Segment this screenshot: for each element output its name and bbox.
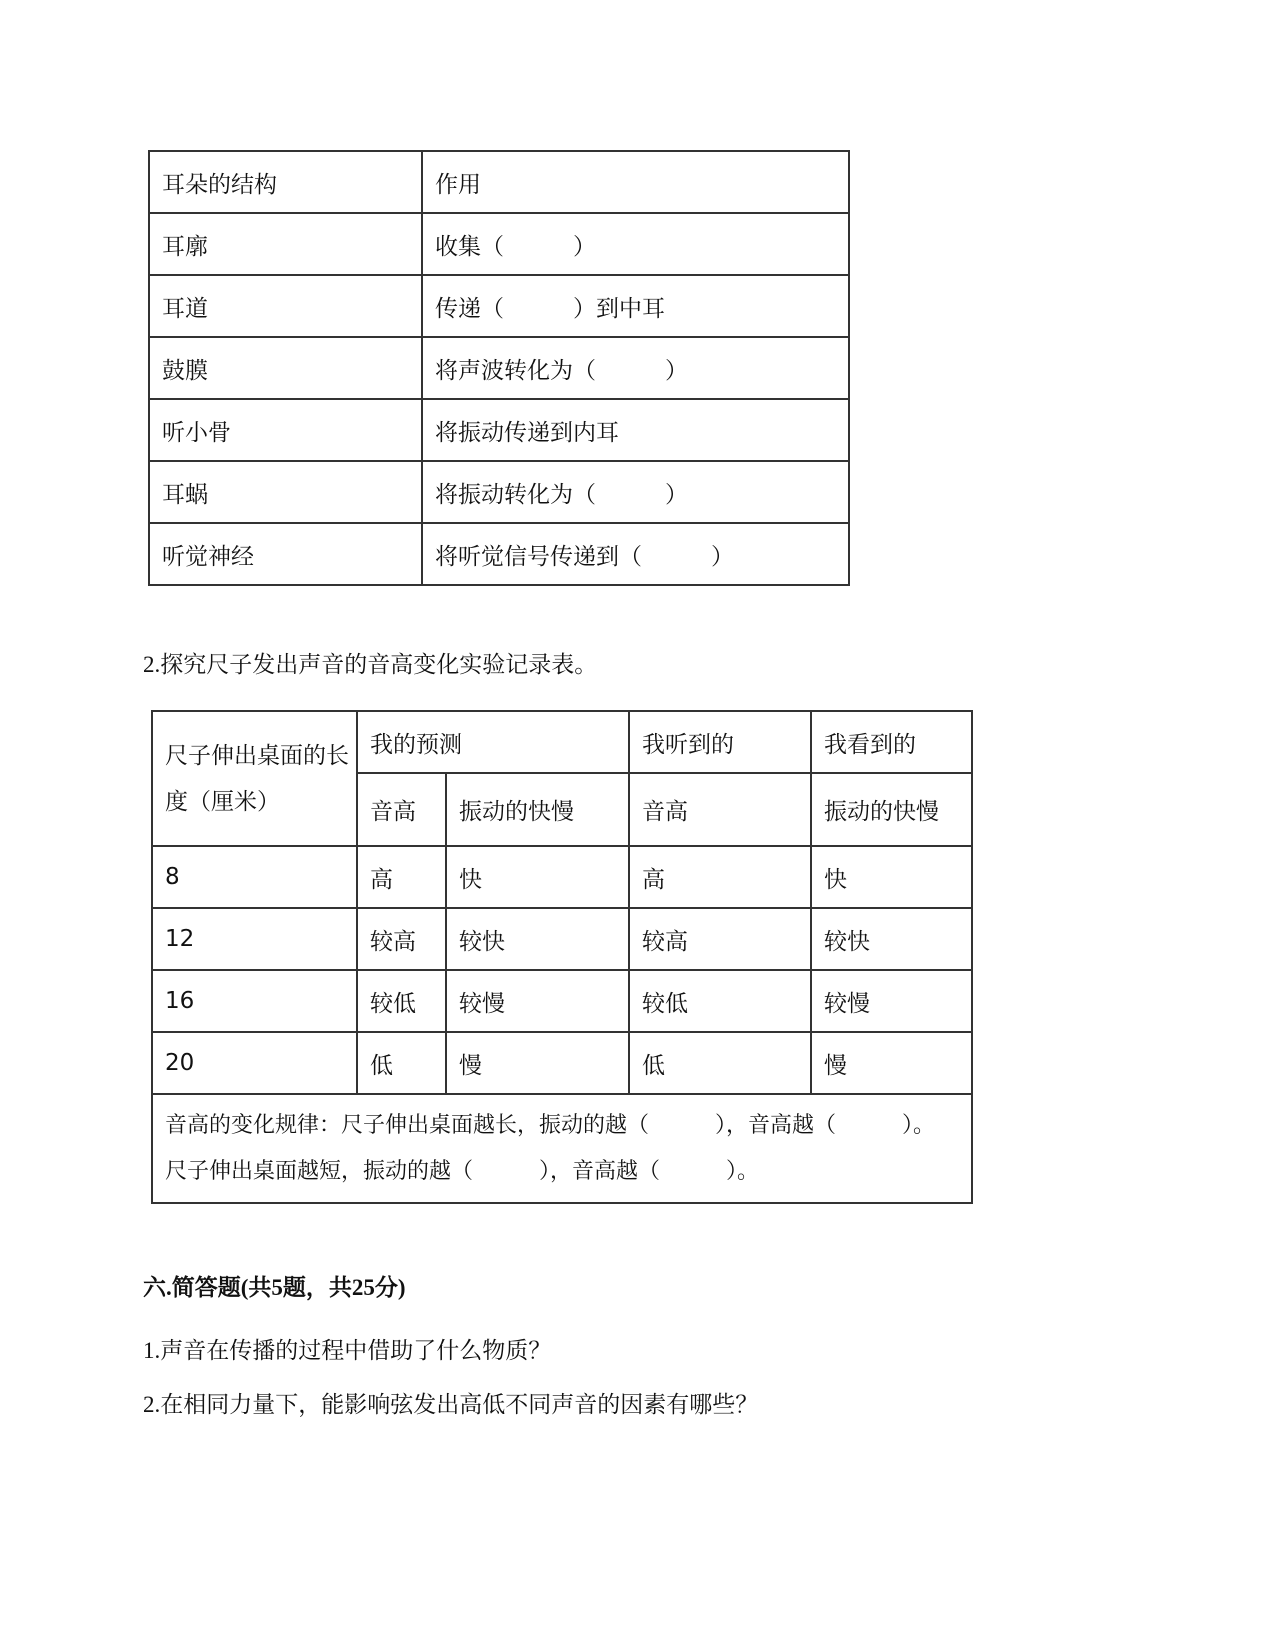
table-footer-row [152, 1094, 972, 1203]
question-2-title: 2.探究尺子发出声音的音高变化实验记录表。 [143, 652, 598, 677]
table-cell: 听小骨 [149, 399, 422, 461]
footer-line-2: 尺子伸出桌面越短，振动的越（ ），音高越（ ）。 [165, 1158, 760, 1184]
table-row [152, 1032, 972, 1094]
table-row [149, 399, 849, 461]
table-cell: 鼓膜 [149, 337, 422, 399]
table-row [149, 213, 849, 275]
footer-cell [152, 1094, 972, 1203]
table-cell: 12 [152, 908, 357, 970]
table-cell: 低 [357, 1032, 446, 1094]
subheader-cell: 音高 [629, 773, 811, 846]
table-cell: 高 [357, 846, 446, 908]
table-cell: 慢 [811, 1032, 972, 1094]
table-cell: 8 [152, 846, 357, 908]
table-cell: 低 [629, 1032, 811, 1094]
table-cell: 较快 [811, 908, 972, 970]
subheader-cell: 振动的快慢 [446, 773, 629, 846]
table-row [152, 846, 972, 908]
table-cell: 高 [629, 846, 811, 908]
corner-header-cell: 尺子伸出桌面的长度（厘米） [152, 711, 357, 846]
table-cell: 快 [446, 846, 629, 908]
table-cell: 较慢 [446, 970, 629, 1032]
table-row [149, 275, 849, 337]
group-header-cell: 我听到的 [629, 711, 811, 773]
table-cell: 较高 [629, 908, 811, 970]
table-cell: 20 [152, 1032, 357, 1094]
table-header-row [152, 711, 972, 773]
group-header-cell: 我看到的 [811, 711, 972, 773]
table-row [149, 523, 849, 585]
table-cell: 较慢 [811, 970, 972, 1032]
table-cell: 听觉神经 [149, 523, 422, 585]
table-row [149, 337, 849, 399]
table-cell: 耳蜗 [149, 461, 422, 523]
table-cell: 快 [811, 846, 972, 908]
header-cell: 作用 [422, 151, 849, 213]
table-cell: 将振动转化为（ ） [422, 461, 849, 523]
table-row [149, 461, 849, 523]
table-cell: 较低 [357, 970, 446, 1032]
table-cell: 16 [152, 970, 357, 1032]
subheader-cell: 振动的快慢 [811, 773, 972, 846]
ear-structure-table [148, 150, 850, 586]
table-cell: 较高 [357, 908, 446, 970]
question-1: 1.声音在传播的过程中借助了什么物质？ [143, 1338, 552, 1363]
table-cell: 传递（ ）到中耳 [422, 275, 849, 337]
table-cell: 将声波转化为（ ） [422, 337, 849, 399]
ruler-experiment-table [151, 710, 973, 1204]
table-cell: 慢 [446, 1032, 629, 1094]
table-row [152, 970, 972, 1032]
question-2: 2.在相同力量下，能影响弦发出高低不同声音的因素有哪些？ [143, 1392, 759, 1417]
table-row [152, 908, 972, 970]
footer-line-1: 音高的变化规律：尺子伸出桌面越长，振动的越（ ），音高越（ ）。 [165, 1112, 936, 1138]
table-cell: 较快 [446, 908, 629, 970]
table-cell: 较低 [629, 970, 811, 1032]
header-cell: 耳朵的结构 [149, 151, 422, 213]
table-header-row [149, 151, 849, 213]
section-6-title: 六.简答题(共5题，共25分) [143, 1275, 406, 1300]
group-header-cell: 我的预测 [357, 711, 629, 773]
table-cell: 将听觉信号传递到（ ） [422, 523, 849, 585]
table-cell: 耳廓 [149, 213, 422, 275]
subheader-cell: 音高 [357, 773, 446, 846]
table-cell: 耳道 [149, 275, 422, 337]
table-cell: 将振动传递到内耳 [422, 399, 849, 461]
table-cell: 收集（ ） [422, 213, 849, 275]
